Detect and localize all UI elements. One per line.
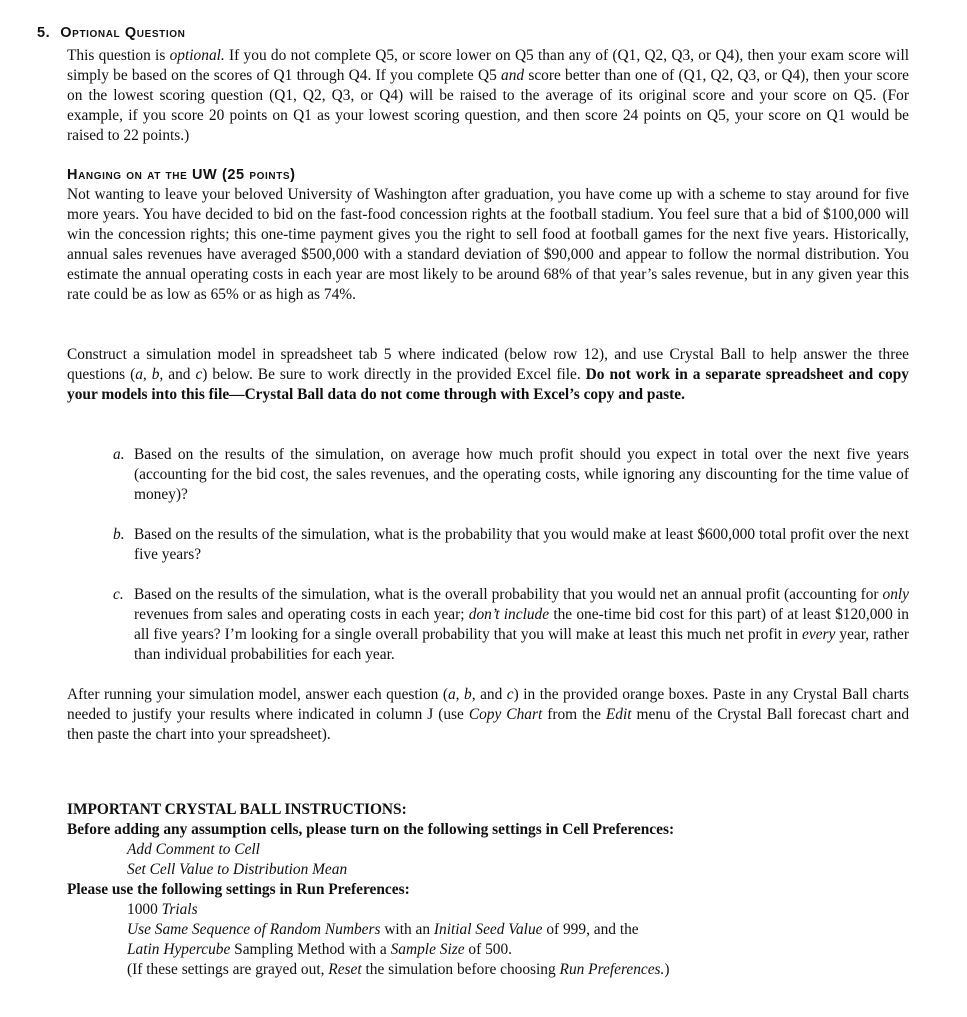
sub-question-a — [113, 445, 909, 505]
c-text-3: the one-time bid cost for this part) of at least $120,000 in all five years? I’m looking for a single overall probability that you will make at least this much net profit in — [134, 606, 909, 643]
sub-question-a-label: a. — [113, 446, 125, 463]
question-title: Optional Question — [60, 25, 186, 41]
reset-em-1: Reset — [328, 961, 362, 978]
c-text-2: revenues from sales and operating costs in each year; — [134, 606, 469, 623]
run-pref-sequence — [67, 920, 927, 940]
sub-question-b — [113, 525, 909, 565]
sub-question-b-label: b. — [113, 526, 125, 543]
run-pref-latin-hypercube — [67, 940, 927, 960]
after-paragraph — [67, 685, 909, 745]
construct-text-1: Construct a simulation model in spreadsheet tab 5 where indicated (below row 12), and use Crystal Ball to help answer the three questions ( — [67, 346, 909, 383]
c-text-1: Based on the results of the simulation, what is the overall probability that you would net an annual profit (accounting for — [134, 586, 883, 603]
construct-text-2: and — [163, 366, 196, 383]
sub-question-c — [113, 585, 909, 665]
reset-text-3: ) — [664, 961, 670, 978]
sub-question-c-text — [134, 585, 909, 665]
after-text-1: After running your simulation model, answer each question ( — [67, 686, 448, 703]
construct-paragraph — [67, 345, 909, 405]
intro-paragraph — [67, 46, 909, 146]
lh-em-1: Latin Hypercube — [127, 941, 231, 958]
sub-question-b-text: Based on the results of the simulation, what is the probability that you would make at least $600,000 total profit over the next five years? — [134, 526, 909, 563]
sub-question-c-label: c. — [113, 586, 124, 603]
instructions-heading: IMPORTANT CRYSTAL BALL INSTRUCTIONS: — [67, 801, 407, 818]
intro-text-3: score better than one of (Q1, Q2, Q3, or Q4), then your score on the lowest scoring question (Q1, Q2, Q3, or Q4) will be raised to the average of its original score and your score on Q5. (For example, if you score 20 points on Q1 as your lowest scoring question, and then score 24 points on Q5, your score on Q1 would be raised to 22 points.) — [67, 67, 910, 144]
c-em-every: every — [802, 626, 836, 643]
c-em-only: only — [882, 586, 909, 603]
sub-question-a-text: Based on the results of the simulation, on average how much profit should you expect in total over the next five years (accounting for the bid cost, the sales revenues, and the operating costs, while ignoring any discounting for the time value of money)? — [134, 446, 909, 503]
intro-optional-em: optional. — [169, 47, 225, 64]
run-pref-trials — [67, 900, 927, 920]
construct-warning-bold: Do not work in a separate spreadsheet and copy your models into this file—Crystal Ball data do not come through with Excel’s copy and paste. — [67, 366, 909, 403]
intro-text-1: This question is — [67, 47, 170, 64]
cell-pref-item: Set Cell Value to Distribution Mean — [127, 861, 348, 878]
seq-text-2: of 999, and the — [542, 921, 639, 938]
after-text-5: menu of the Crystal Ball forecast chart and then paste the chart into your spreadsheet). — [67, 706, 910, 743]
c-text-4: year, rather than individual probabilities for each year. — [134, 626, 909, 663]
construct-em-1: a, b, — [135, 366, 164, 383]
after-em-edit: Edit — [605, 706, 632, 723]
cell-prefs-heading: Before adding any assumption cells, please turn on the following settings in Cell Preferences: — [67, 821, 675, 838]
reset-em-2: Run Preferences. — [559, 961, 665, 978]
reset-text-1: (If these settings are grayed out, — [127, 961, 329, 978]
lh-text-1: Sampling Method with a — [230, 941, 391, 958]
seq-em-1: Use Same Sequence of Random Numbers — [127, 921, 381, 938]
reset-text-2: the simulation before choosing — [361, 961, 560, 978]
c-em-dont-include: don’t include — [468, 606, 550, 623]
after-text-4: from the — [542, 706, 606, 723]
after-text-3: ) in the provided orange boxes. Paste in any Crystal Ball charts needed to justify your results where indicated in column J (use — [67, 686, 909, 723]
lh-em-2: Sample Size — [390, 941, 465, 958]
after-em-copy-chart: Copy Chart — [468, 706, 543, 723]
question-heading — [37, 23, 185, 43]
section-title: Hanging on at the UW (25 points) — [67, 167, 296, 183]
run-prefs-heading: Please use the following settings in Run Preferences: — [67, 881, 410, 898]
after-text-2: and — [475, 686, 507, 703]
trials-number: 1000 — [127, 901, 162, 918]
after-em-1: a, b, — [447, 686, 476, 703]
construct-text-3: ) below. Be sure to work directly in the provided Excel file. — [202, 366, 586, 383]
cell-pref-item: Add Comment to Cell — [127, 841, 260, 858]
intro-and-em: and — [501, 67, 525, 84]
trials-em: Trials — [161, 901, 198, 918]
crystal-ball-instructions — [67, 800, 927, 980]
run-pref-reset-note — [67, 960, 927, 980]
after-em-2: c — [506, 686, 514, 703]
seq-em-2: Initial Seed Value — [433, 921, 543, 938]
seq-text-1: with an — [380, 921, 434, 938]
intro-text-2: If you do not complete Q5, or score lower on Q5 than any of (Q1, Q2, Q3, or Q4), then your exam score will simply be based on the scores of Q1 through Q4. If you complete Q5 — [67, 47, 909, 84]
construct-em-2: c — [195, 366, 203, 383]
lh-text-2: of 500. — [464, 941, 513, 958]
question-number: 5. — [37, 25, 51, 41]
scenario-paragraph: Not wanting to leave your beloved University of Washington after graduation, you have come up with a scheme to stay around for five more years. You have decided to bid on the fast-food concession rights at the football stadium. You feel sure that a bid of $100,000 will win the concession rights; this one-time payment gives you the right to sell food at football games for the next five years. Historically, annual sales revenues have averaged $500,000 with a standard deviation of $90,000 and appear to follow the normal distribution. You estimate the annual operating costs in each year are most likely to be around 68% of that year’s sales revenue, but in any given year this rate could be as low as 65% or as high as 74%. — [67, 186, 909, 303]
